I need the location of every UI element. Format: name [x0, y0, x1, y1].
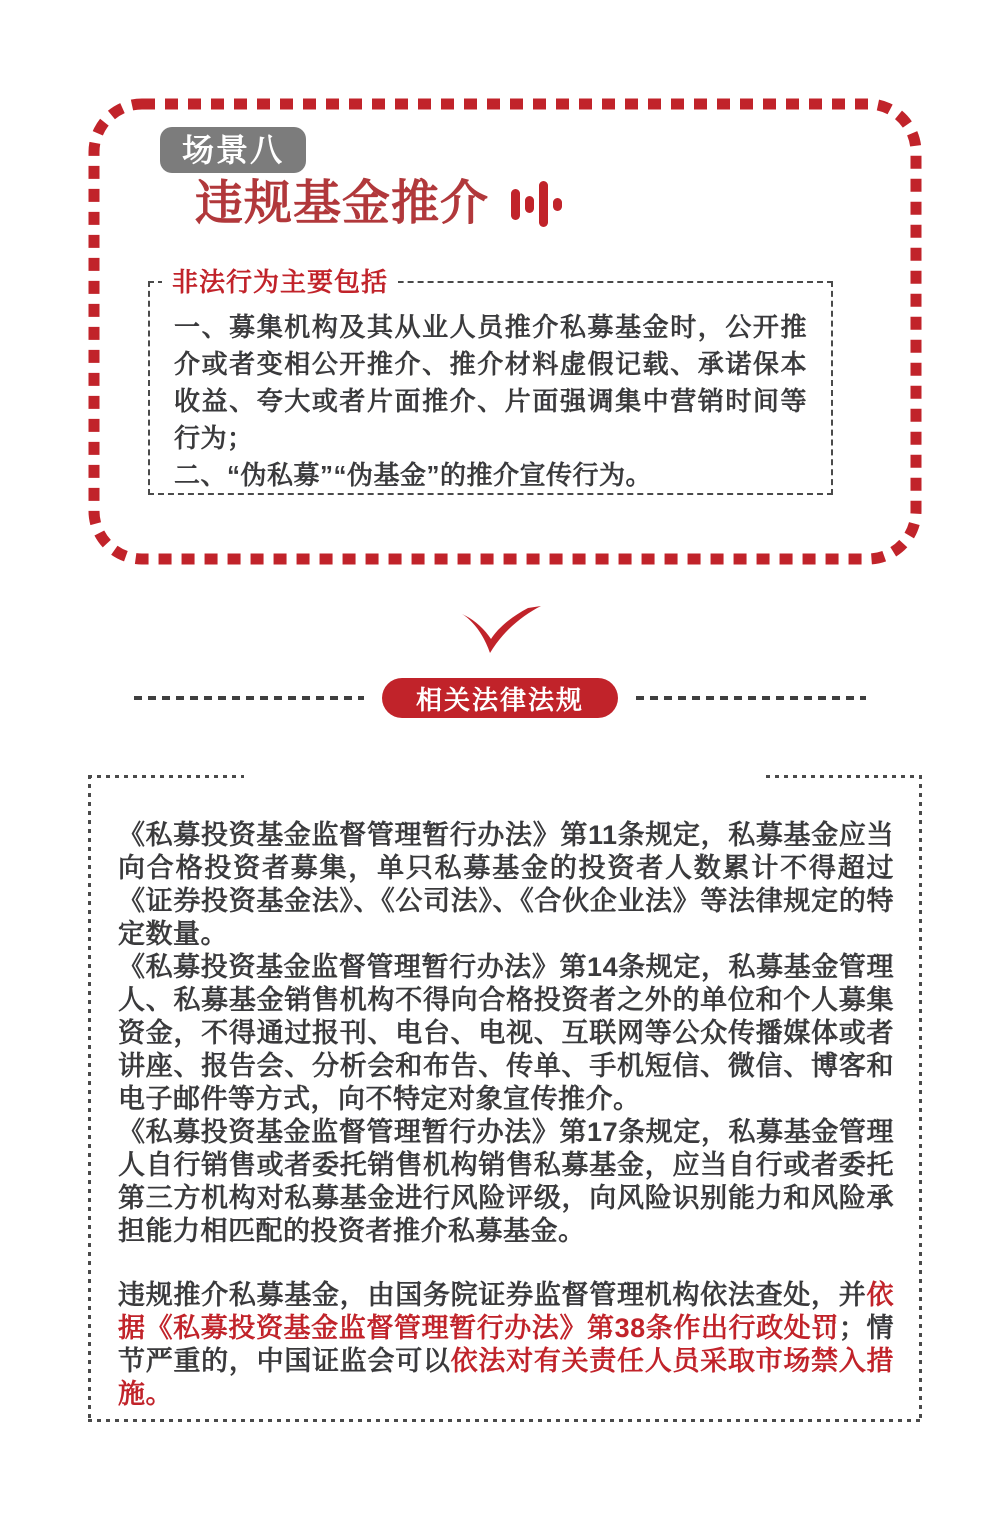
equalizer-icon	[511, 178, 562, 230]
scenario-card	[88, 98, 922, 565]
illegal-act-item: 二、“伪私募”“伪基金”的推介宣传行为。	[174, 460, 653, 490]
divider-line-right	[636, 696, 866, 700]
law-box-border-top-left	[88, 775, 244, 778]
section-divider	[0, 678, 1000, 718]
law-text: 《私募投资基金监督管理暂行办法》第11条规定，私募基金应当向合格投资者募集，单只私募基金的投资者人数累计不得超过《证券投资基金法》、《公司法》、《合伙企业法》等法律规定的特定数量。	[118, 820, 894, 949]
law-box-border-right	[919, 775, 922, 1422]
law-text: 《私募投资基金监督管理暂行办法》第17条规定，私募基金管理人自行销售或者委托销售机构销售私募基金，应当自行或者委托第三方机构对私募基金进行风险评级，向风险识别能力和风险承担能力相匹配的投资者推介私募基金。	[118, 1117, 894, 1246]
law-paragraph	[118, 951, 894, 1116]
scenario-tag	[160, 127, 306, 173]
title-row	[195, 178, 562, 231]
law-paragraph	[118, 1116, 894, 1248]
illegal-acts-list	[150, 283, 831, 494]
law-paragraph	[118, 1279, 894, 1411]
law-box-border-bottom	[88, 1419, 922, 1422]
law-box-border-top-right	[766, 775, 922, 778]
illegal-act-item: 一、募集机构及其从业人员推介私募基金时，公开推介或者变相公开推介、推介材料虚假记载、承诺保本收益、夸大或者片面推介、片面强调集中营销时间等行为；	[174, 312, 807, 453]
law-text: 《私募投资基金监督管理暂行办法》第14条规定，私募基金管理人、私募基金销售机构不得向合格投资者之外的单位和个人募集资金，不得通过报刊、电台、电视、互联网等公众传播媒体或者讲座、报告会、分析会和布告、传单、手机短信、微信、博客和电子邮件等方式，向不特定对象宣传推介。	[118, 952, 894, 1114]
law-text: ；情节严重的，中国证监会可以	[118, 1313, 895, 1376]
law-box-border-left	[88, 775, 91, 1422]
law-text-highlight: 依据《私募投资基金监督管理暂行办法》第38条作出行政处罚	[118, 1280, 894, 1343]
chevron-down-icon	[455, 603, 545, 657]
scenario-tag-label: 场景八	[182, 132, 285, 168]
law-paragraph	[118, 819, 894, 951]
divider-line-left	[134, 696, 364, 700]
law-box	[88, 775, 922, 1422]
law-text-highlight: 依法对有关责任人员采取市场禁入措施。	[118, 1346, 895, 1409]
related-laws-badge: 相关法律法规	[382, 678, 618, 718]
illegal-acts-box	[148, 267, 833, 495]
page-title: 违规基金推介	[195, 177, 490, 230]
illegal-acts-label: 非法行为主要包括	[162, 267, 398, 297]
law-text: 违规推介私募基金，由国务院证券监督管理机构依法查处，并	[118, 1280, 867, 1310]
law-paragraphs	[88, 775, 922, 1411]
